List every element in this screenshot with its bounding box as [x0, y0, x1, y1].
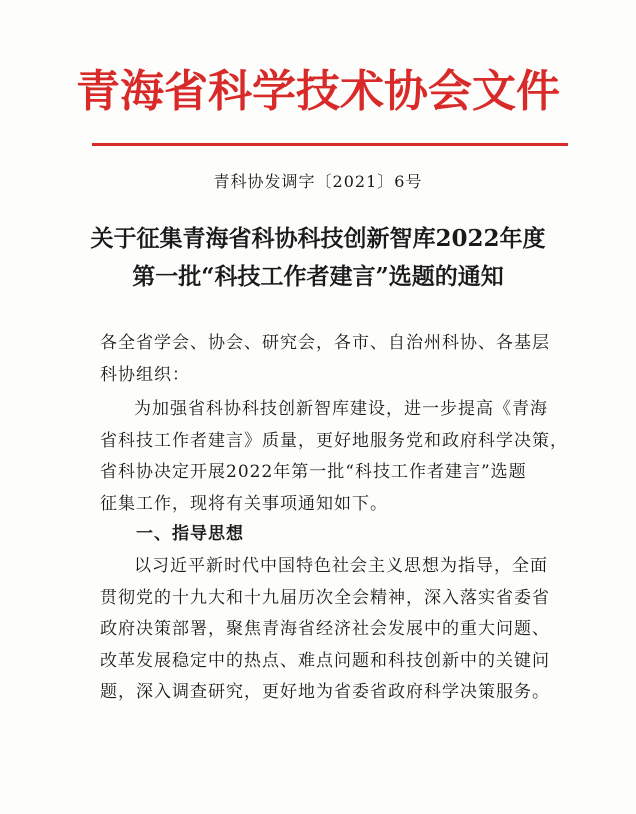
intro-line-1: 为加强省科协科技创新智库建设，进一步提高《青海 [134, 399, 548, 419]
document-number: 青科协发调字〔2021〕6号 [213, 172, 423, 191]
document-masthead: 青海省科学技术协会文件 [76, 66, 560, 117]
intro-paragraph [100, 394, 572, 520]
section1-line-3: 政府决策部署，聚焦青海省经济社会发展中的重大问题、 [100, 619, 550, 639]
section1-line-1: 以习近平新时代中国特色社会主义思想为指导，全面 [134, 556, 548, 576]
intro-line-4: 征集工作，现将有关事项通知如下。 [100, 493, 388, 514]
addressee-line-1: 各全省学会、协会、研究会，各市、自治州科协、各基层 [100, 333, 550, 353]
addressee-line-2: 科协组织： [100, 364, 190, 385]
section1-line-2: 贯彻党的十九大和十九届历次全会精神，深入落实省委省 [100, 587, 550, 608]
intro-line-3: 省科协决定开展2022年第一批“科技工作者建言”选题 [100, 462, 527, 482]
section1-paragraph [100, 551, 572, 709]
title-line-2: 第一批“科技工作者建言”选题的通知 [132, 263, 504, 290]
document-title [60, 220, 576, 296]
addressee [100, 328, 572, 391]
section1-line-4: 改革发展稳定中的热点、难点问题和科技创新中的关键问 [100, 650, 550, 671]
section-heading-guiding-ideology: 一、指导思想 [136, 524, 244, 544]
intro-line-2: 省科技工作者建言》质量，更好地服务党和政府科学决策， [100, 430, 568, 451]
title-line-1: 关于征集青海省科协科技创新智库2022年度 [90, 225, 546, 252]
section1-line-5: 题，深入调查研究，更好地为省委省政府科学决策服务。 [100, 682, 550, 702]
red-divider-line [92, 143, 568, 146]
